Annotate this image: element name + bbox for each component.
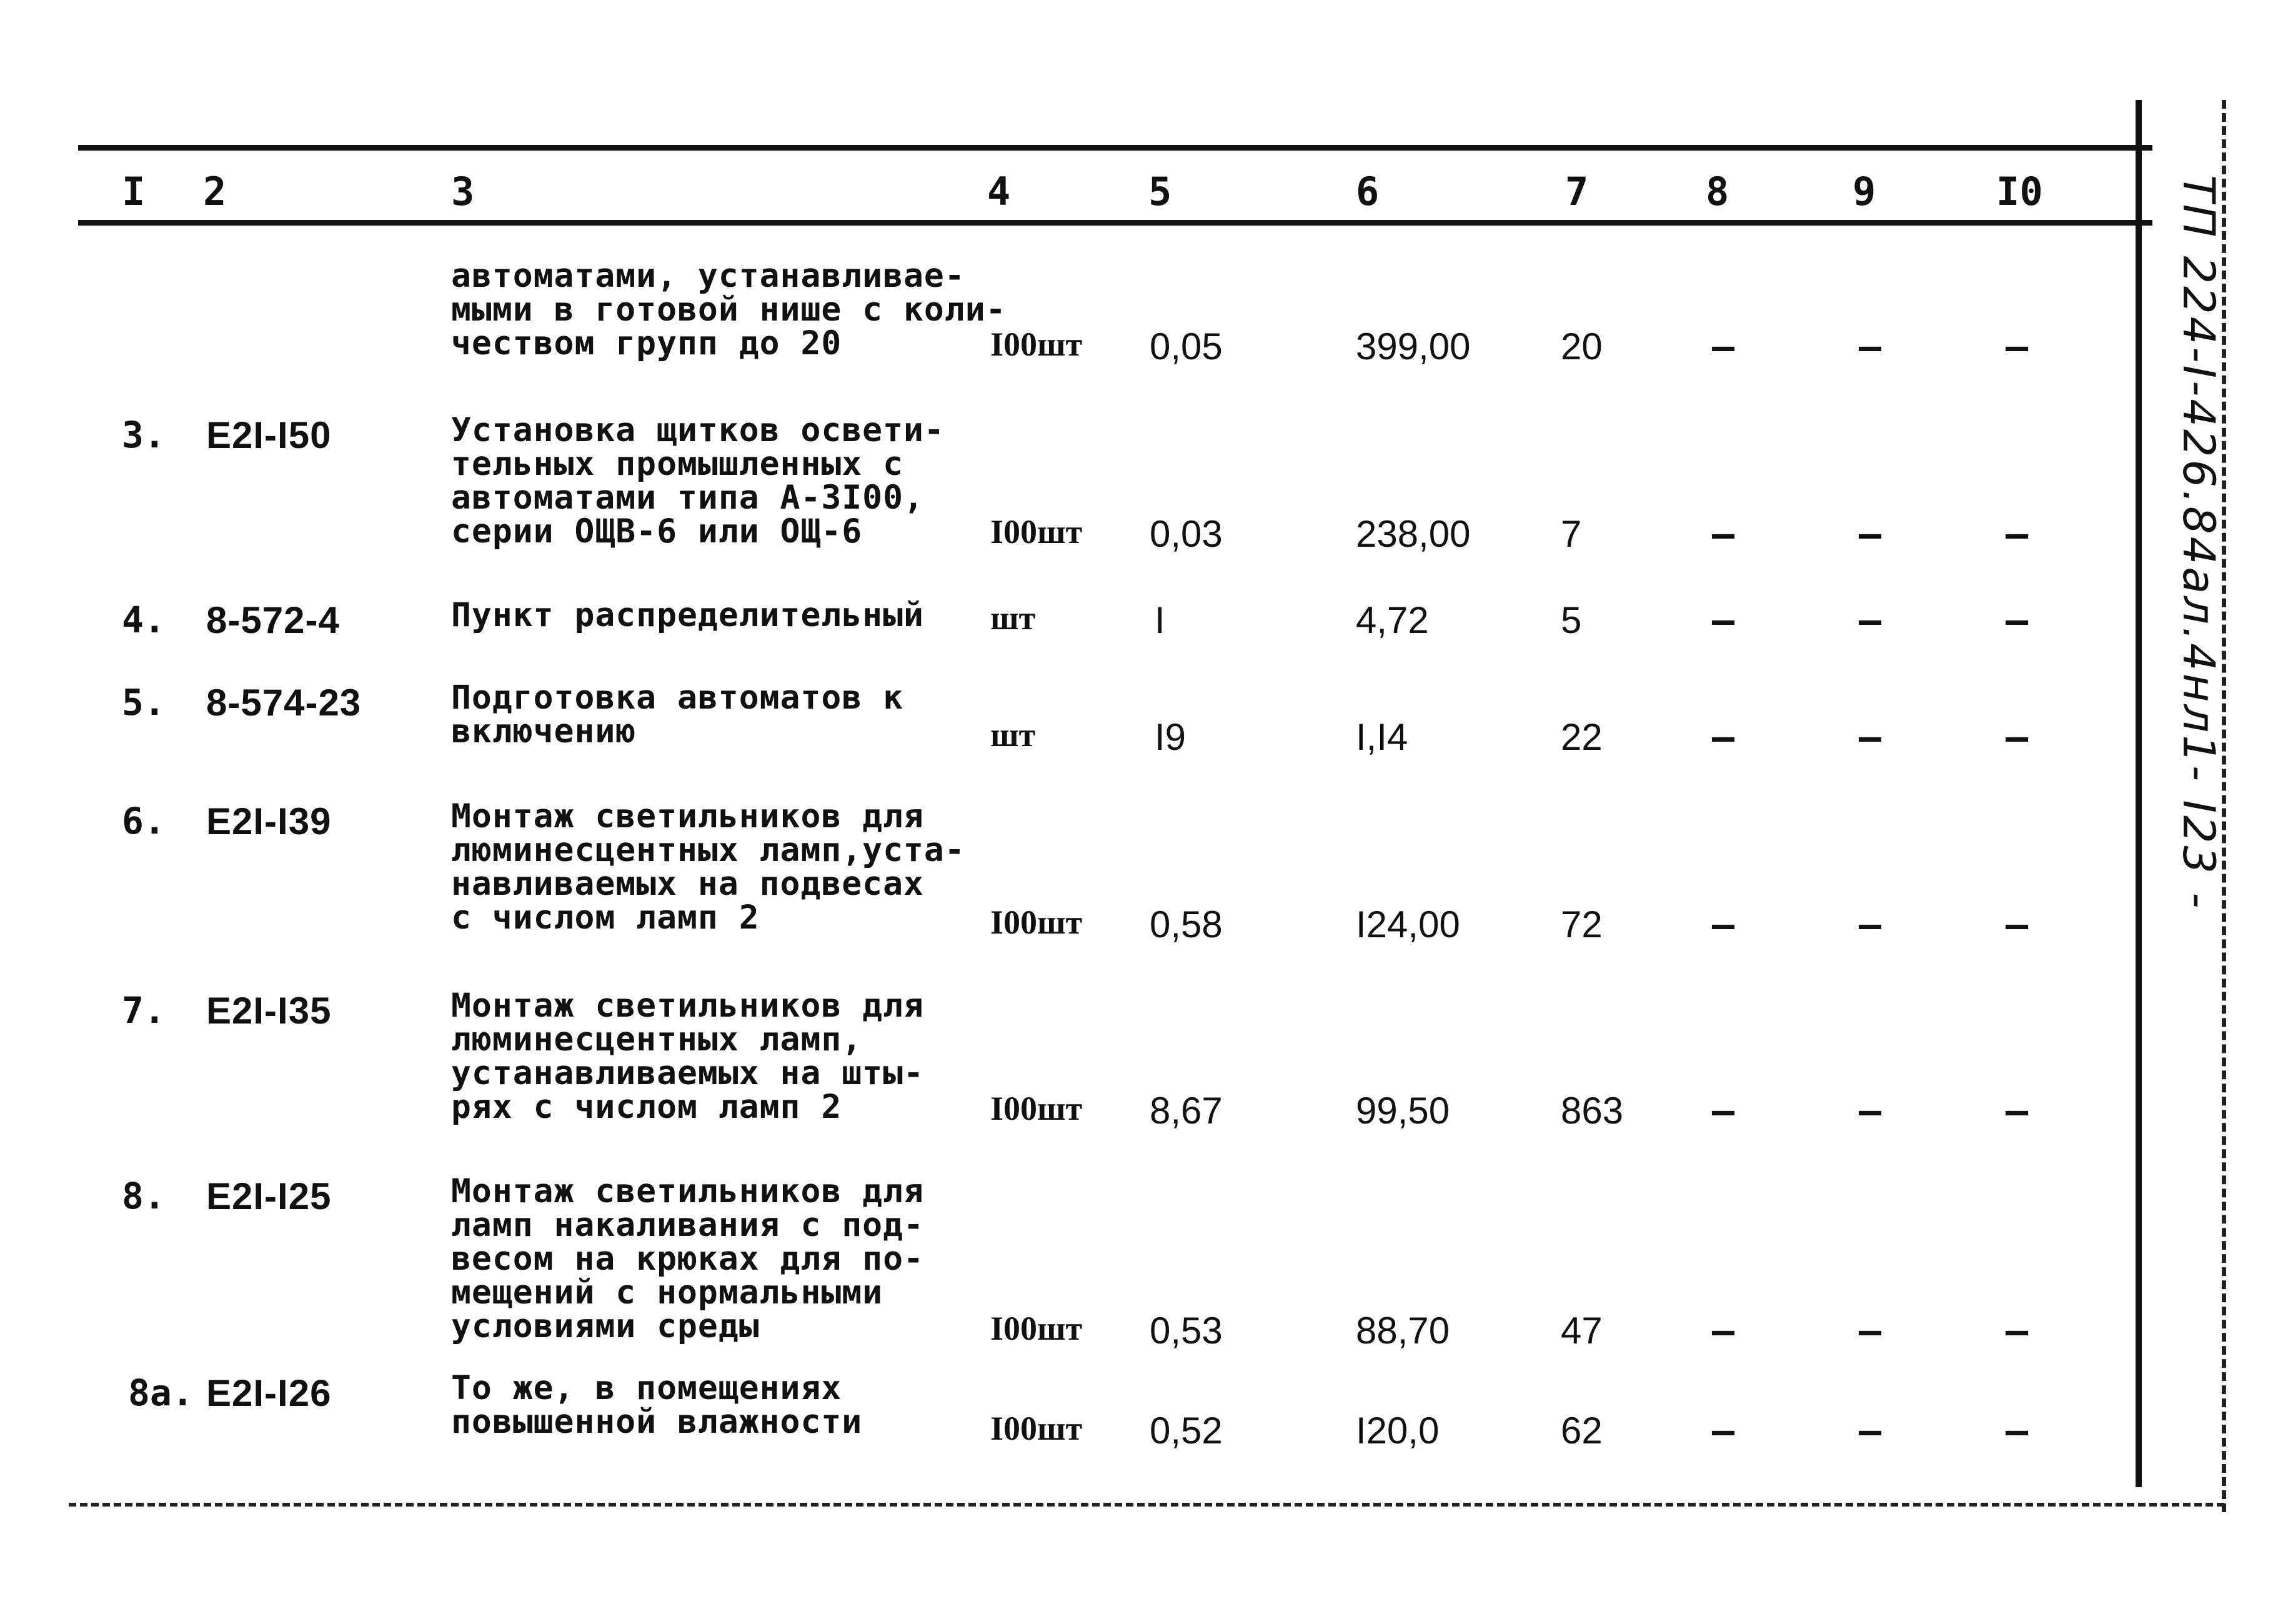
row-price: 399,00: [1356, 326, 1471, 367]
row-quantity: I9: [1155, 716, 1186, 758]
row-price: I20,0: [1356, 1410, 1440, 1452]
row-col8: –: [1712, 1409, 1735, 1453]
row-price: 99,50: [1356, 1090, 1450, 1132]
col-header-7: 7: [1565, 169, 1589, 214]
row-total: 62: [1561, 1410, 1603, 1452]
col-header-8: 8: [1706, 169, 1729, 214]
row-description: То же, в помещениях повышенной влажности: [451, 1369, 863, 1441]
row-col8: –: [1712, 599, 1735, 642]
col-header-10: I0: [1996, 169, 2043, 214]
row-price: I,I4: [1356, 716, 1408, 758]
row-quantity: 0,52: [1150, 1410, 1223, 1452]
row-price: 238,00: [1356, 513, 1471, 555]
col-header-9: 9: [1853, 169, 1876, 214]
row-unit: I00шт: [990, 513, 1083, 550]
row-unit: I00шт: [990, 326, 1083, 363]
row-total: 5: [1561, 599, 1582, 641]
col-header-6: 6: [1356, 169, 1380, 214]
row-col9: –: [1859, 1409, 1882, 1453]
row-description: Пункт распределительный: [451, 596, 924, 634]
row-col9: –: [1859, 1089, 1882, 1133]
row-col9: –: [1859, 1309, 1882, 1353]
row-number: 3.: [122, 414, 166, 456]
row-total: 72: [1561, 904, 1603, 945]
row-unit: шт: [990, 716, 1036, 754]
row-col9: –: [1859, 715, 1882, 759]
row-col10: –: [2006, 1309, 2029, 1353]
row-col8: –: [1712, 1309, 1735, 1353]
row-code: Е2I-I50: [206, 414, 332, 456]
row-price: 4,72: [1356, 599, 1429, 641]
row-description: автоматами, устанавливае- мыми в готовой нише с коли- чеством групп до 20: [451, 257, 1007, 362]
row-col9: –: [1859, 325, 1882, 369]
row-col10: –: [2006, 512, 2029, 556]
row-quantity: 0,05: [1150, 326, 1223, 367]
col-header-2: 2: [203, 169, 227, 214]
row-col10: –: [2006, 715, 2029, 759]
row-col8: –: [1712, 512, 1735, 556]
col-header-3: 3: [451, 169, 475, 214]
row-number: 5.: [122, 681, 166, 724]
row-unit: I00шт: [990, 904, 1083, 941]
row-col9: –: [1859, 903, 1882, 947]
row-code: 8-572-4: [206, 599, 340, 641]
row-code: Е2I-I35: [206, 990, 332, 1032]
row-description: Монтаж светильников для люминесцентных ламп,уста- навливаемых на подвесах с числом ламп 2: [451, 797, 965, 937]
row-total: 47: [1561, 1310, 1603, 1352]
col-header-1: I: [122, 169, 146, 214]
row-total: 7: [1561, 513, 1582, 555]
row-description: Подготовка автоматов к включению: [451, 679, 903, 750]
frame-line: [2136, 100, 2142, 1487]
row-unit: I00шт: [990, 1090, 1083, 1127]
row-col9: –: [1859, 512, 1882, 556]
row-col10: –: [2006, 599, 2029, 642]
row-col10: –: [2006, 325, 2029, 369]
row-col10: –: [2006, 903, 2029, 947]
document-code-label: ТП 224-I-426.84ал.4нл1- I23 -: [2173, 175, 2224, 911]
row-unit: I00шт: [990, 1310, 1083, 1347]
row-total: 20: [1561, 326, 1603, 367]
row-number: 7.: [122, 989, 166, 1032]
row-code: 8-574-23: [206, 682, 362, 724]
row-col8: –: [1712, 715, 1735, 759]
row-number: 6.: [122, 800, 166, 842]
row-col9: –: [1859, 599, 1882, 642]
row-number: 8а.: [128, 1372, 194, 1414]
row-quantity: 0,53: [1150, 1310, 1223, 1352]
row-col8: –: [1712, 1089, 1735, 1133]
row-number: 8.: [122, 1175, 166, 1217]
row-code: Е2I-I25: [206, 1175, 332, 1217]
row-unit: I00шт: [990, 1410, 1083, 1447]
top-rule: [78, 145, 2152, 151]
row-quantity: 0,58: [1150, 904, 1223, 945]
col-header-4: 4: [987, 169, 1011, 214]
row-quantity: 0,03: [1150, 513, 1223, 555]
row-total: 863: [1561, 1090, 1624, 1132]
row-description: Монтаж светильников для люминесцентных ламп, устанавливаемых на шты- рях с числом ламп 2: [451, 987, 924, 1126]
row-unit: шт: [990, 599, 1036, 637]
row-number: 4.: [122, 599, 166, 641]
row-code: Е2I-I39: [206, 800, 332, 842]
col-header-5: 5: [1148, 169, 1172, 214]
row-quantity: I: [1155, 599, 1165, 641]
header-rule: [78, 220, 2152, 226]
row-col10: –: [2006, 1089, 2029, 1133]
row-description: Монтаж светильников для ламп накаливания с под- весом на крюках для по- мещений с нормальными условиями среды: [451, 1172, 924, 1345]
row-quantity: 8,67: [1150, 1090, 1223, 1132]
row-description: Установка щитков освети- тельных промышленных с автоматами типа А-3I00, серии ОЩВ-6 или ОЩ-6: [451, 411, 945, 550]
row-price: 88,70: [1356, 1310, 1450, 1352]
row-code: Е2I-I26: [206, 1372, 332, 1414]
row-col8: –: [1712, 325, 1735, 369]
row-col8: –: [1712, 903, 1735, 947]
row-price: I24,00: [1356, 904, 1460, 945]
row-col10: –: [2006, 1409, 2029, 1453]
row-total: 22: [1561, 716, 1603, 758]
frame-dashed-bottom: [69, 1503, 2224, 1507]
